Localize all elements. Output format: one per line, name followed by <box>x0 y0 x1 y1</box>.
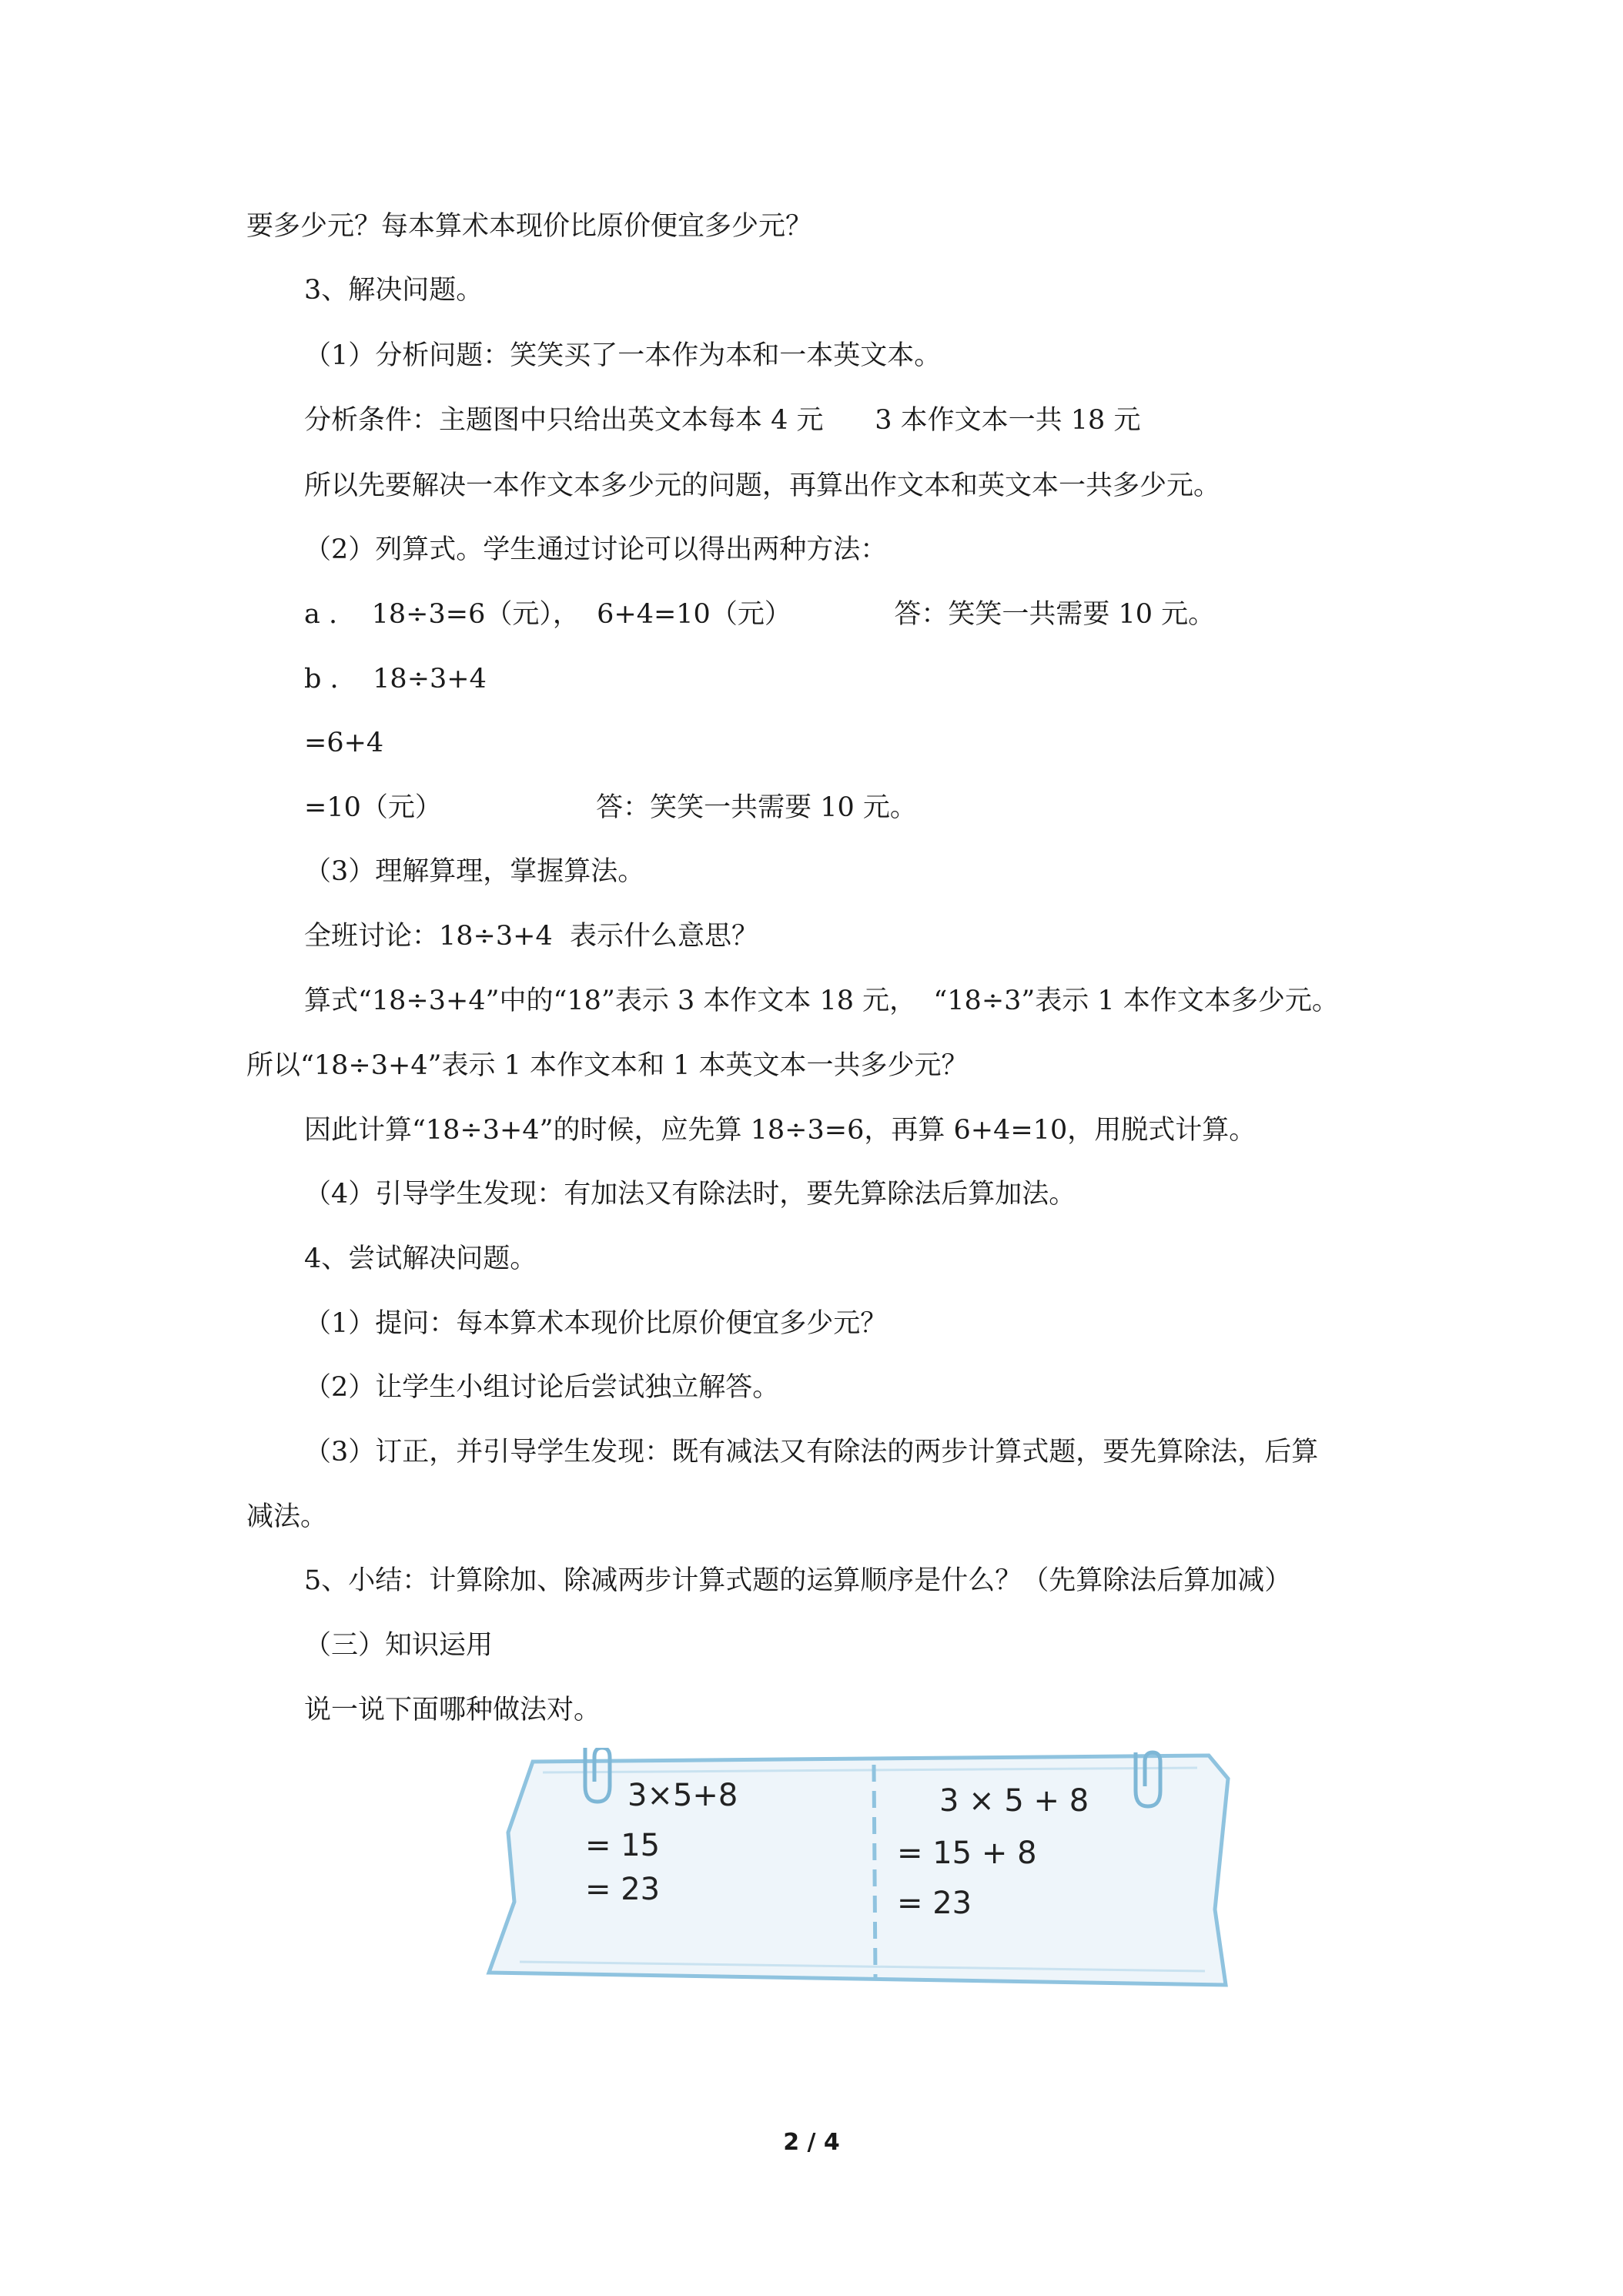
text-line-4: 分析条件：主题图中只给出英文本每本 4 元 3 本作文本一共 18 元 <box>304 405 1141 436</box>
board-panel <box>489 1755 1228 1985</box>
text-line-5: 所以先要解决一本作文本多少元的问题，再算出作文本和英文本一共多少元。 <box>304 470 1221 501</box>
text-line-13: 算式“18÷3+4”中的“18”表示 3 本作文本 18 元， “18÷3”表示 1 本作文本多少元。 <box>304 986 1339 1016</box>
board-right-line-3: = 23 <box>897 1886 972 1921</box>
board-left-line-1: 3×5+8 <box>627 1778 738 1813</box>
text-line-23: （三）知识运用 <box>304 1630 494 1661</box>
text-line-19: （2）让学生小组讨论后尝试独立解答。 <box>304 1372 780 1403</box>
text-line-11: （3）理解算理，掌握算法。 <box>304 856 645 887</box>
text-line-15: 因此计算“18÷3+4”的时候，应先算 18÷3=6，再算 6+4=10，用脱式计算。 <box>304 1115 1257 1146</box>
page-number: 2 / 4 <box>783 2129 840 2156</box>
text-line-22: 5、小结：计算除加、除减两步计算式题的运算顺序是什么？（先算除法后算加减） <box>304 1565 1292 1596</box>
text-line-7: a . 18÷3=6（元）， 6+4=10（元） 答：笑笑一共需要 10 元。 <box>304 599 1216 630</box>
board-right-line-1: 3 × 5 + 8 <box>939 1783 1089 1819</box>
board-right-line-2: = 15 + 8 <box>897 1836 1037 1871</box>
text-line-17: 4、尝试解决问题。 <box>304 1243 537 1274</box>
text-line-2: 3、解决问题。 <box>304 275 484 306</box>
text-line-1: 要多少元？每本算术本现价比原价便宜多少元？ <box>246 211 813 242</box>
text-line-20: （3）订正，并引导学生发现：既有减法又有除法的两步计算式题，要先算除法，后算 <box>304 1437 1319 1468</box>
board-left-line-3: = 23 <box>585 1872 661 1907</box>
text-line-8: b . 18÷3+4 <box>304 664 487 694</box>
board-left-line-2: = 15 <box>585 1828 661 1863</box>
text-line-3: （1）分析问题：笑笑买了一本作为本和一本英文本。 <box>304 340 942 371</box>
text-line-12: 全班讨论：18÷3+4 表示什么意思？ <box>304 921 758 952</box>
text-line-9: =6+4 <box>304 728 384 758</box>
text-line-10: =10（元） 答：笑笑一共需要 10 元。 <box>304 792 917 823</box>
text-line-14: 所以“18÷3+4”表示 1 本作文本和 1 本英文本一共多少元？ <box>246 1050 969 1081</box>
text-line-6: （2）列算式。学生通过讨论可以得出两种方法： <box>304 534 888 565</box>
text-line-16: （4）引导学生发现：有加法又有除法时，要先算除法后算加法。 <box>304 1179 1076 1210</box>
text-line-18: （1）提问：每本算术本现价比原价便宜多少元？ <box>304 1308 888 1339</box>
text-line-24: 说一说下面哪种做法对。 <box>304 1695 601 1725</box>
text-line-21: 减法。 <box>246 1501 328 1532</box>
worksheet-board-illustration <box>477 1748 1232 1994</box>
